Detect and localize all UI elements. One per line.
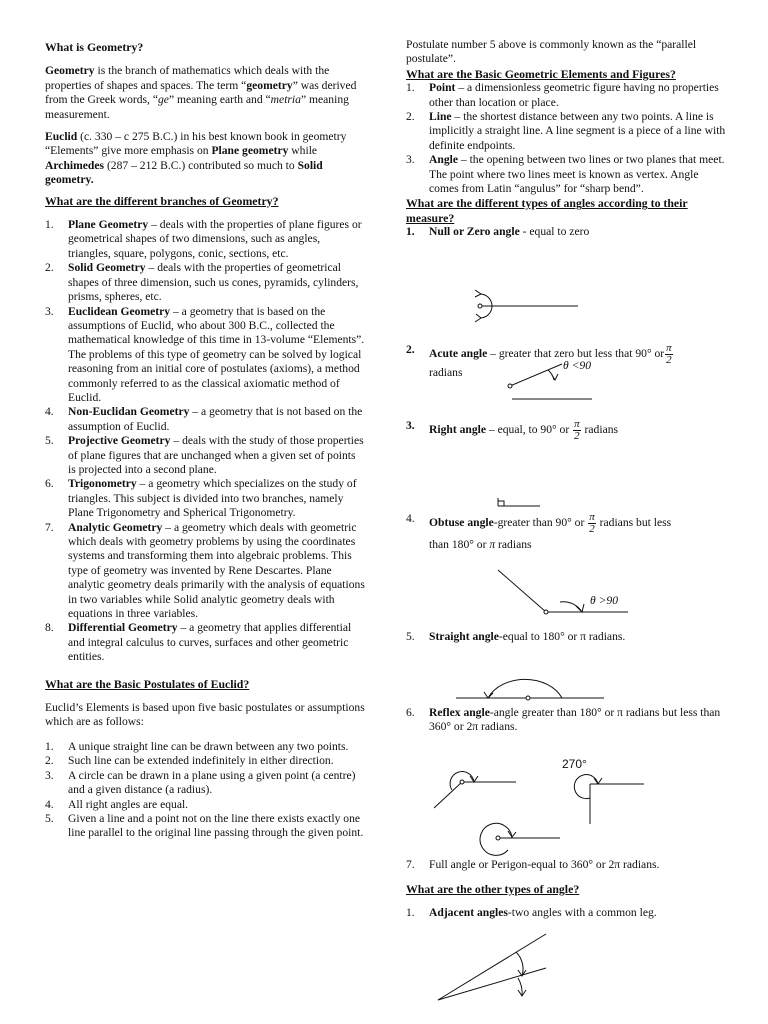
list-number: 1. bbox=[406, 906, 415, 919]
list-number: 1. bbox=[406, 225, 415, 239]
list-text: – a geometry that applies differential and integral calculus to curves, surfaces and other geometric entities. bbox=[68, 621, 352, 664]
list-number: 4. bbox=[45, 405, 54, 419]
list-item bbox=[45, 521, 365, 622]
intro-text: (c. 330 – c 275 B.C.) in his best known book in geometry “Elements” give more emphasis on bbox=[45, 130, 347, 158]
list-text: Such line can be extended indefinitely in either direction. bbox=[68, 754, 334, 768]
list-text: – equal, to 90° or bbox=[486, 423, 573, 437]
list-number: 3. bbox=[45, 768, 54, 782]
fraction-numerator: π bbox=[574, 418, 580, 430]
acute-angle-figure bbox=[500, 356, 600, 404]
other-angles-heading: What are the other types of angle? bbox=[406, 882, 580, 896]
list-text: -equal to 180° or π radians. bbox=[498, 630, 626, 643]
list-term: Adjacent angles bbox=[429, 906, 508, 919]
term-euclid: Euclid bbox=[45, 130, 78, 144]
list-text: A unique straight line can be drawn between any two points. bbox=[68, 739, 349, 753]
list-item bbox=[45, 621, 365, 664]
list-number: 2. bbox=[45, 261, 54, 275]
list-text: – a geometry that is based on the assumptions of Euclid, who about 300 B.C., collected the mathematical knowledge of this time in 13-volume “Elements”. The problems of this type of geometry can be solved by logical reasoning from an initial core of postulates (axioms), a method commonly referred to as the classical axiomatic method of Euclid. bbox=[68, 304, 365, 404]
list-number: 5. bbox=[45, 434, 54, 448]
list-number: 3. bbox=[406, 419, 415, 432]
list-item bbox=[45, 798, 365, 812]
list-item bbox=[45, 812, 365, 841]
list-item bbox=[45, 305, 365, 406]
obtuse-tail-line: than 180° or π radians bbox=[429, 538, 532, 551]
list-term: Non-Euclidan Geometry bbox=[68, 405, 190, 419]
list-item bbox=[45, 477, 365, 520]
list-term: Euclidean Geometry bbox=[68, 304, 171, 318]
angles-heading: What are the different types of angles according to their measure? bbox=[406, 196, 688, 225]
list-number: 7. bbox=[406, 858, 415, 871]
list-text: – a geometry that is not based on the assumption of Euclid. bbox=[68, 405, 363, 433]
null-angle-figure bbox=[466, 286, 586, 328]
list-number: 2. bbox=[45, 754, 54, 768]
list-number: 3. bbox=[406, 153, 415, 167]
fraction-denominator: 2 bbox=[666, 354, 672, 366]
term-ge: ge bbox=[158, 93, 169, 107]
list-text: All right angles are equal. bbox=[68, 797, 189, 811]
reflex-angle-figure-b bbox=[568, 766, 648, 826]
page-title: What is Geometry? bbox=[45, 40, 144, 54]
term-solid-geometry: Solid geometry. bbox=[45, 158, 323, 187]
term-geometry: Geometry bbox=[45, 64, 95, 78]
branches-heading: What are the different branches of Geometry? bbox=[45, 193, 279, 208]
angle-full-item bbox=[406, 858, 746, 872]
list-term: Point bbox=[429, 81, 456, 95]
angle-reflex-item bbox=[406, 706, 728, 734]
list-term: Solid Geometry bbox=[68, 261, 146, 275]
list-number: 4. bbox=[45, 797, 54, 811]
obtuse-tail-a: radians but less bbox=[596, 516, 672, 530]
pi-over-2-fraction bbox=[588, 512, 596, 535]
list-item bbox=[45, 405, 365, 434]
list-text: – the opening between two lines or two planes that meet. The point where two lines meet is known as vertex. Angle comes from Latin “angulus” for “sharp bend”. bbox=[429, 153, 725, 196]
list-number: 6. bbox=[406, 706, 415, 719]
list-number: 3. bbox=[45, 304, 54, 318]
fraction-numerator: π bbox=[589, 511, 595, 523]
list-text: – the shortest distance between any two points. A line is implicitly a straight line. A line segment is a piece of a line with definite endpoints. bbox=[429, 110, 726, 152]
list-text: - equal to zero bbox=[519, 225, 590, 239]
branches-list bbox=[45, 218, 365, 665]
fraction-denominator: 2 bbox=[589, 523, 595, 535]
acute-radians-label: radians bbox=[429, 366, 463, 379]
list-term: Analytic Geometry bbox=[68, 520, 163, 534]
list-item bbox=[45, 740, 365, 754]
term-plane-geometry: Plane geometry bbox=[211, 144, 289, 158]
right-angle-figure bbox=[494, 494, 544, 508]
adjacent-angles-item bbox=[406, 906, 746, 920]
adjacent-angles-figure bbox=[434, 930, 554, 1004]
list-term: Projective Geometry bbox=[68, 434, 171, 448]
list-text: – a geometry which specializes on the study of triangles. This subject is divided into two branches, namely Plane Trigonometry and Spherical Trigonometry. bbox=[68, 477, 357, 520]
obtuse-angle-figure bbox=[496, 566, 636, 616]
elements-list bbox=[406, 81, 728, 196]
list-text: radians bbox=[581, 423, 619, 437]
list-text: Given a line and a point not on the line there exists exactly one line parallel to the original line passing through the given point. bbox=[68, 811, 364, 840]
full-angle-figure bbox=[478, 820, 578, 862]
list-number: 8. bbox=[45, 621, 54, 635]
list-term: Null or Zero angle bbox=[429, 225, 520, 239]
intro-text: (287 – 212 B.C.) contributed so much to bbox=[104, 158, 298, 172]
list-term: Plane Geometry bbox=[68, 218, 149, 232]
list-number: 7. bbox=[45, 520, 54, 534]
list-number: 5. bbox=[45, 811, 54, 825]
intro-text: is the branch of mathematics which deals with the properties of shapes and spaces. The term “ bbox=[45, 64, 330, 92]
left-column bbox=[45, 40, 365, 841]
list-item bbox=[45, 769, 365, 798]
angle-straight-item bbox=[406, 630, 746, 644]
list-text: Full angle or Perigon-equal to 360° or 2π radians. bbox=[429, 858, 660, 871]
list-term: Reflex angle bbox=[429, 706, 490, 719]
postulates-list bbox=[45, 740, 365, 841]
list-number: 6. bbox=[45, 477, 54, 491]
list-term: Obtuse angle bbox=[429, 516, 494, 530]
list-text: – a dimensionless geometric figure having no properties other than location or place. bbox=[429, 81, 719, 109]
obtuse-theta-label: θ >90 bbox=[590, 594, 619, 607]
list-text: – greater that zero but less that 90° or bbox=[487, 347, 665, 361]
list-item bbox=[406, 81, 728, 110]
list-item bbox=[45, 261, 365, 304]
angle-obtuse-item bbox=[406, 511, 746, 535]
list-item bbox=[45, 434, 365, 477]
postulates-heading: What are the Basic Postulates of Euclid? bbox=[45, 676, 250, 691]
list-text: -greater than 90° or bbox=[493, 516, 588, 530]
straight-angle-figure bbox=[454, 664, 608, 704]
list-term: Trigonometry bbox=[68, 477, 137, 491]
list-number: 4. bbox=[406, 512, 415, 525]
list-text: – deals with the properties of geometrical shapes of three dimension, such us cones, pyramids, cylinders, prisms, spheres, etc. bbox=[68, 261, 359, 304]
list-term: Acute angle bbox=[429, 347, 488, 361]
list-text: – deals with the study of those properties of plane figures that are unchanged when a given set of points is projected into a second plane. bbox=[68, 434, 364, 476]
list-term: Differential Geometry bbox=[68, 621, 178, 635]
term-archimedes: Archimedes bbox=[45, 158, 105, 172]
list-number: 1. bbox=[45, 218, 54, 232]
fraction-denominator: 2 bbox=[574, 430, 580, 442]
fraction-numerator: π bbox=[666, 342, 672, 354]
list-number: 2. bbox=[406, 110, 415, 124]
reflex-angle-figure-a bbox=[430, 766, 520, 814]
list-number: 5. bbox=[406, 630, 415, 643]
list-item bbox=[45, 218, 365, 261]
intro-paragraph-euclid bbox=[45, 130, 365, 188]
elements-heading: What are the Basic Geometric Elements and Figures? bbox=[406, 66, 676, 81]
intro-text: while bbox=[288, 144, 318, 158]
intro-text: ” meaning measurement. bbox=[45, 93, 349, 121]
list-number: 1. bbox=[406, 81, 415, 95]
list-text: -angle greater than 180° or π radians but less than 360° or 2π radians. bbox=[429, 706, 721, 734]
acute-theta-label: θ <90 bbox=[563, 359, 592, 372]
pi-over-2-fraction bbox=[573, 419, 581, 442]
list-item bbox=[45, 754, 365, 768]
list-item bbox=[406, 110, 728, 153]
list-item bbox=[406, 153, 728, 196]
intro-text: ” meaning earth and “ bbox=[168, 93, 271, 107]
list-text: – a geometry which deals with geometric which deals with geometry problems by using the coordinates systems and transforming them into algebraic problems. This type of geometry was invented by Rene Descartes. Plane analytic geometry deals primarily with the analysis of equations in two variables while Solid analytic geometry deals with equations in three variables. bbox=[68, 520, 365, 621]
list-term: Right angle bbox=[429, 423, 487, 437]
right-column-top bbox=[406, 38, 728, 240]
parallel-postulate-note: Postulate number 5 above is commonly known as the “parallel postulate”. bbox=[406, 38, 697, 66]
list-text: – deals with the properties of plane figures or geometrical shapes of two dimensions, such as angles, triangles, square, polygons, conic, sections, etc. bbox=[68, 218, 362, 260]
list-number: 1. bbox=[45, 739, 54, 753]
list-term: Angle bbox=[429, 153, 458, 167]
term-metria: metria bbox=[270, 93, 301, 107]
list-text: A circle can be drawn in a plane using a given point (a centre) and a given distance (a radius). bbox=[68, 768, 356, 797]
postulates-intro: Euclid’s Elements is based upon five basic postulates or assumptions which are as follows: bbox=[45, 701, 365, 729]
list-text: -two angles with a common leg. bbox=[507, 906, 657, 919]
list-term: Straight angle bbox=[429, 630, 499, 643]
angle-right-item bbox=[406, 418, 746, 442]
pi-over-2-fraction bbox=[665, 343, 673, 366]
list-number: 2. bbox=[406, 343, 415, 356]
angle-null-item bbox=[406, 225, 728, 239]
term-geometry-quoted: geometry bbox=[246, 78, 293, 92]
list-term: Line bbox=[429, 110, 452, 124]
intro-paragraph-geometry bbox=[45, 64, 365, 122]
intro-text: ” was derived from the Greek words, “ bbox=[45, 78, 357, 107]
reflex-270-label: 270° bbox=[562, 757, 587, 771]
